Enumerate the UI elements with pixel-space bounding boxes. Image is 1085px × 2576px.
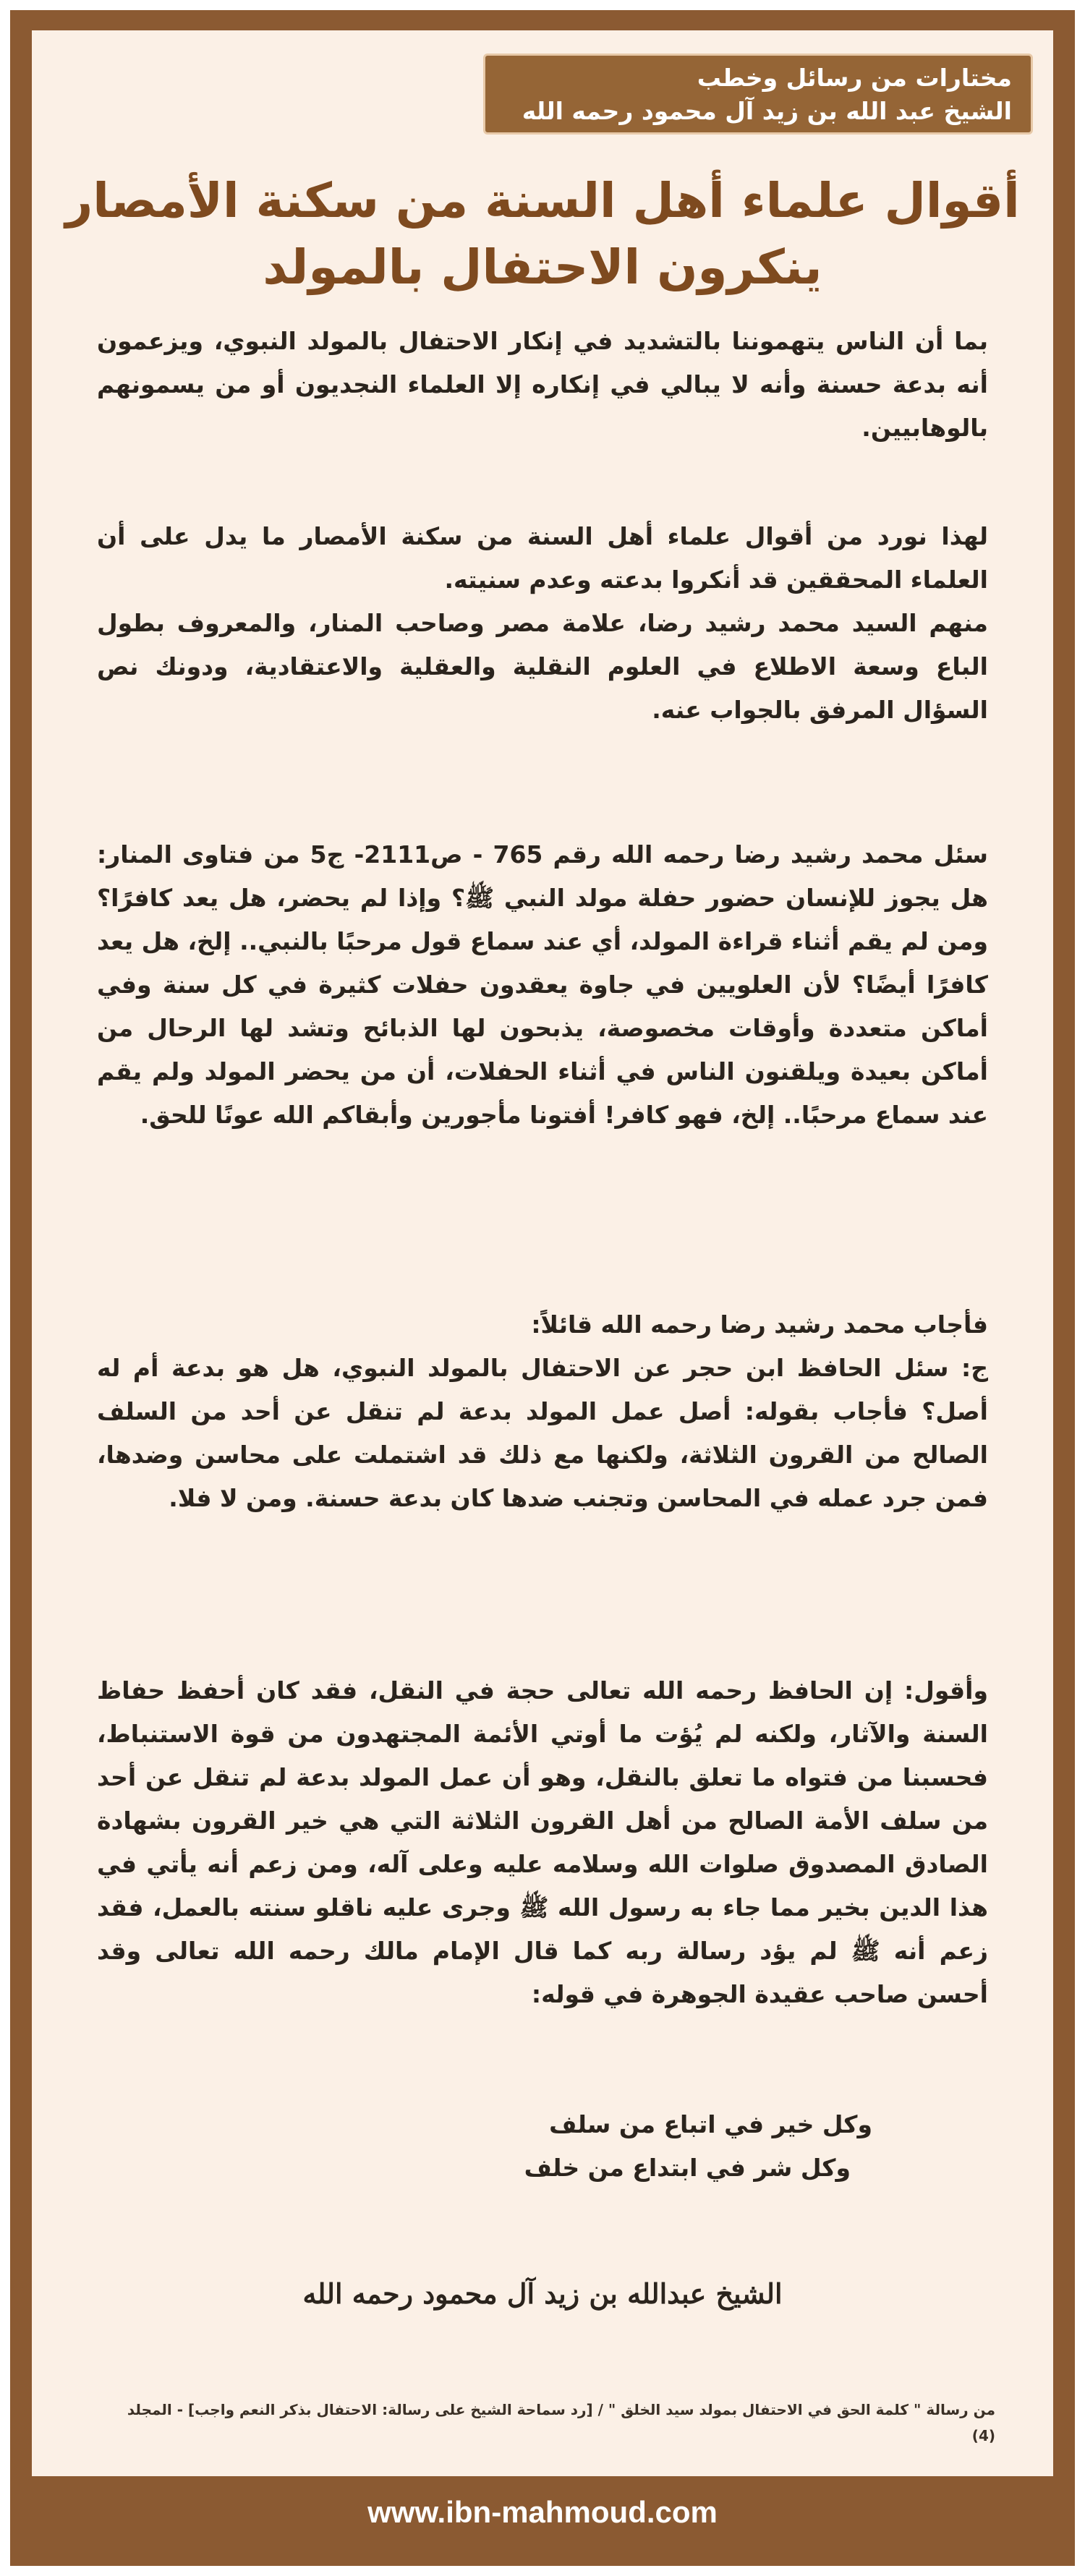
paragraph-answer bbox=[97, 1303, 988, 1520]
article-title-line-1: أقوال علماء أهل السنة من سكنة الأمصار bbox=[65, 173, 1020, 229]
source-footnote: من رسالة " كلمة الحق في الاحتفال بمولد سيد الخلق " / [رد سماحة الشيخ على رسالة: الاحتفال بذكر النعم واجب] - المجلد (4) bbox=[127, 2401, 995, 2444]
paragraph-scholars bbox=[97, 515, 988, 732]
poem-line-2: وكل شر في ابتداع من خلف bbox=[524, 2154, 851, 2182]
poem-line-1: وكل خير في اتباع من سلف bbox=[549, 2110, 872, 2138]
series-header-badge bbox=[483, 54, 1033, 135]
paragraph-intro bbox=[97, 320, 988, 450]
author-signature: الشيخ عبدالله بن زيد آل محمود رحمه الله bbox=[302, 2277, 783, 2310]
article-title bbox=[32, 168, 1053, 301]
paragraph-text: لهذا نورد من أقوال علماء أهل السنة من سكنة الأمصار ما يدل على أن العلماء المحققين قد أنكروا بدعته وعدم سنيته. bbox=[97, 522, 988, 594]
content-panel bbox=[32, 30, 1053, 2476]
article-title-line-2: ينكرون الاحتفال بالمولد bbox=[263, 239, 822, 295]
paragraph-text: سئل محمد رشيد رضا رحمه الله رقم 765 - ص2111- ج5 من فتاوى المنار: هل يجوز للإنسان حضور حفلة مولد النبي ﷺ؟ وإذا لم يحضر، هل يعد كافرًا؟ ومن لم يقم أثناء قراءة المولد، أي عند سماع قول مرحبًا بالنبي.. إلخ، هل يعد كافرًا أيضًا؟ لأن العلويين في جاوة يعقدون حفلات كثيرة في كل سنة وفي أماكن متعددة وأوقات مخصوصة، يذبحون لها الذبائح وتشد لها الرحال من أماكن بعيدة ويلقنون الناس في أثناء الحفلات، أن من يحضر المولد ولم يقم عند سماع مرحبًا.. إلخ، فهو كافر! أفتونا مأجورين وأبقاكم الله عونًا للحق. bbox=[97, 840, 988, 1129]
series-header-title: مختارات من رسائل وخطب bbox=[697, 64, 1012, 92]
series-header-author: الشيخ عبد الله بن زيد آل محمود رحمه الله bbox=[522, 97, 1012, 125]
paragraph-text: منهم السيد محمد رشيد رضا، علامة مصر وصاحب المنار، والمعروف بطول الباع وسعة الاطلاع في العلوم النقلية والعقلية والاعتقادية، ودونك نص السؤال المرفق بالجواب عنه. bbox=[97, 609, 988, 724]
paragraph-commentary bbox=[97, 1669, 988, 2016]
website-link[interactable]: www.ibn-mahmoud.com bbox=[367, 2495, 718, 2529]
paragraph-text: وأقول: إن الحافظ رحمه الله تعالى حجة في النقل، فقد كان أحفظ حفاظ السنة والآثار، ولكنه لم يُؤت ما أوتي الأئمة المجتهدون من قوة الاستنباط، فحسبنا من فتواه ما تعلق بالنقل، وهو أن عمل المولد بدعة لم تنقل عن أحد من سلف الأمة الصالح من أهل القرون الثلاثة التي هي خير القرون بشهادة الصادق المصدوق صلوات الله وسلامه عليه وعلى آله، ومن زعم أنه يأتي في هذا الدين بخير مما جاء به رسول الله ﷺ وجرى عليه ناقلو سنته بالعمل، فقد زعم أنه ﷺ لم يؤد رسالة ربه كما قال الإمام مالك رحمه الله تعالى وقد أحسن صاحب عقيدة الجوهرة في قوله: bbox=[97, 1676, 988, 2008]
answer-intro: فأجاب محمد رشيد رضا رحمه الله قائلاً: bbox=[531, 1310, 988, 1339]
paragraph-text: بما أن الناس يتهموننا بالتشديد في إنكار الاحتفال بالمولد النبوي، ويزعمون أنه بدعة حسنة وأنه لا يبالي في إنكاره إلا العلماء النجديون أو من يسمونهم بالوهابيين. bbox=[97, 327, 988, 442]
poem-verse bbox=[524, 2103, 872, 2190]
page-frame bbox=[10, 10, 1075, 2566]
paragraph-question bbox=[97, 833, 988, 1137]
paragraph-text: ج: سئل الحافظ ابن حجر عن الاحتفال بالمولد النبوي، هل هو بدعة أم له أصل؟ فأجاب بقوله: أصل عمل المولد بدعة لم تنقل عن أحد من السلف الصالح من القرون الثلاثة، ولكنها مع ذلك قد اشتملت على محاسن وضدها، فمن جرد عمله في المحاسن وتجنب ضدها كان بدعة حسنة. ومن لا فلا. bbox=[97, 1354, 988, 1512]
